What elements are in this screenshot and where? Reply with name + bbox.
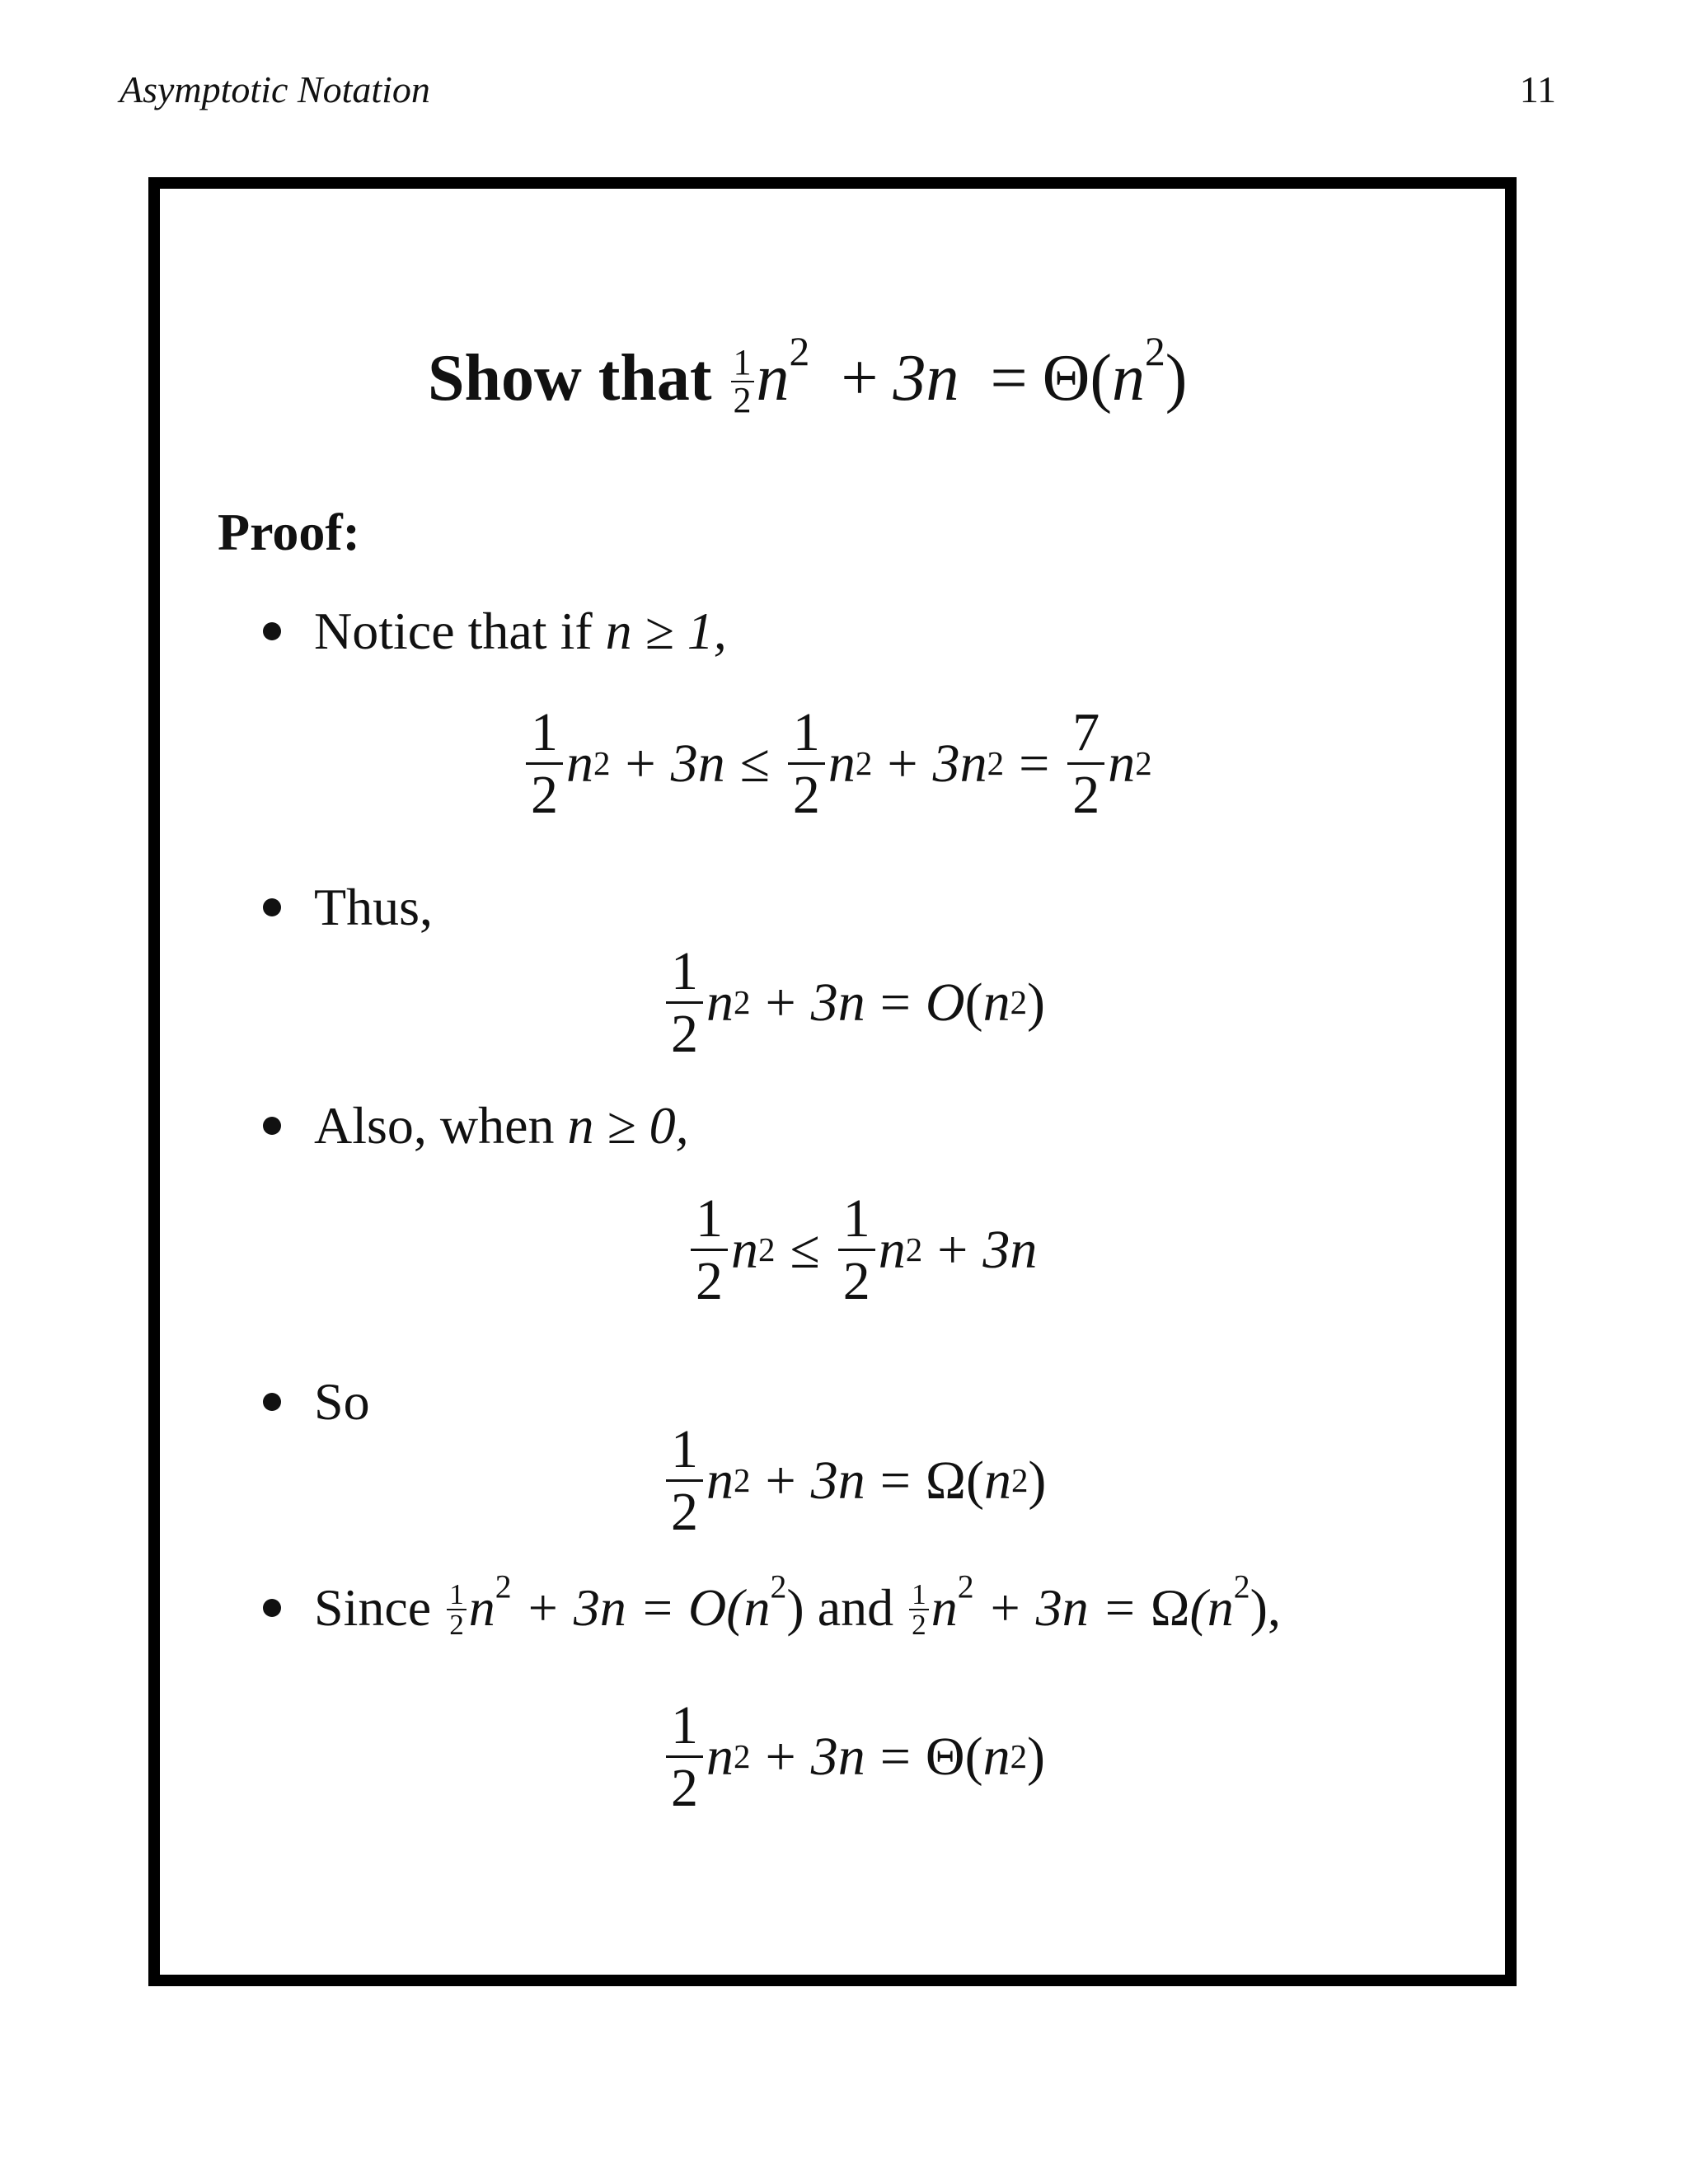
- equation-inequality-chain: $\frac{1}{2}$ n 2 + 3n ≤ $\frac{1}{2}$ n 2 + 3n 2 = $\frac{7}{2}$ n 2: [523, 704, 1152, 824]
- bullet-since: Since $\frac{1}{2}$ $n^2 + 3n = O(n^2)$ and $\frac{1}{2}$ $n^2 + 3n = \Omega(n^2)$,: [263, 1582, 1281, 1643]
- bullet-dot: [263, 622, 281, 640]
- equation-big-theta: $\frac{1}{2}$ n 2 + 3n = Θ ( n 2 ): [663, 1697, 1045, 1817]
- title-fraction: $\frac{1}{2}$: [731, 344, 754, 419]
- page-number: 11: [1519, 68, 1556, 110]
- bullet-also: Also, when n ≥ 0,: [263, 1099, 689, 1152]
- equation-big-omega: $\frac{1}{2}$ n 2 + 3n = Ω ( n 2 ): [663, 1421, 1046, 1541]
- bullet-dot: [263, 1117, 281, 1135]
- title-math: $\frac{1}{2}$ $n^2 + 3n = \Theta(n^2)$: [729, 342, 1188, 415]
- slide-title: [428, 328, 1188, 422]
- running-header-title: Asymptotic Notation: [120, 68, 430, 110]
- bullet-dot: [263, 898, 281, 916]
- bullet-thus: Thus,: [263, 881, 433, 934]
- inline-big-o: $\frac{1}{2}$ $n^2 + 3n = O(n^2)$: [444, 1578, 804, 1637]
- equation-lower-bound: $\frac{1}{2}$ n 2 ≤ $\frac{1}{2}$ n 2 + 3n: [687, 1190, 1037, 1310]
- equation-big-o: $\frac{1}{2}$ n 2 + 3n = O ( n 2 ): [663, 943, 1045, 1063]
- title-lead: Show that: [428, 342, 712, 415]
- slide-frame: [148, 177, 1517, 1986]
- bullet-so: So: [263, 1376, 370, 1428]
- bullet-dot: [263, 1599, 281, 1617]
- bullet-dot: [263, 1393, 281, 1411]
- proof-label: Proof:: [218, 503, 360, 561]
- inline-big-omega: $\frac{1}{2}$ $n^2 + 3n = \Omega(n^2)$,: [907, 1578, 1281, 1637]
- bullet-notice: Notice that if n ≥ 1,: [263, 605, 727, 658]
